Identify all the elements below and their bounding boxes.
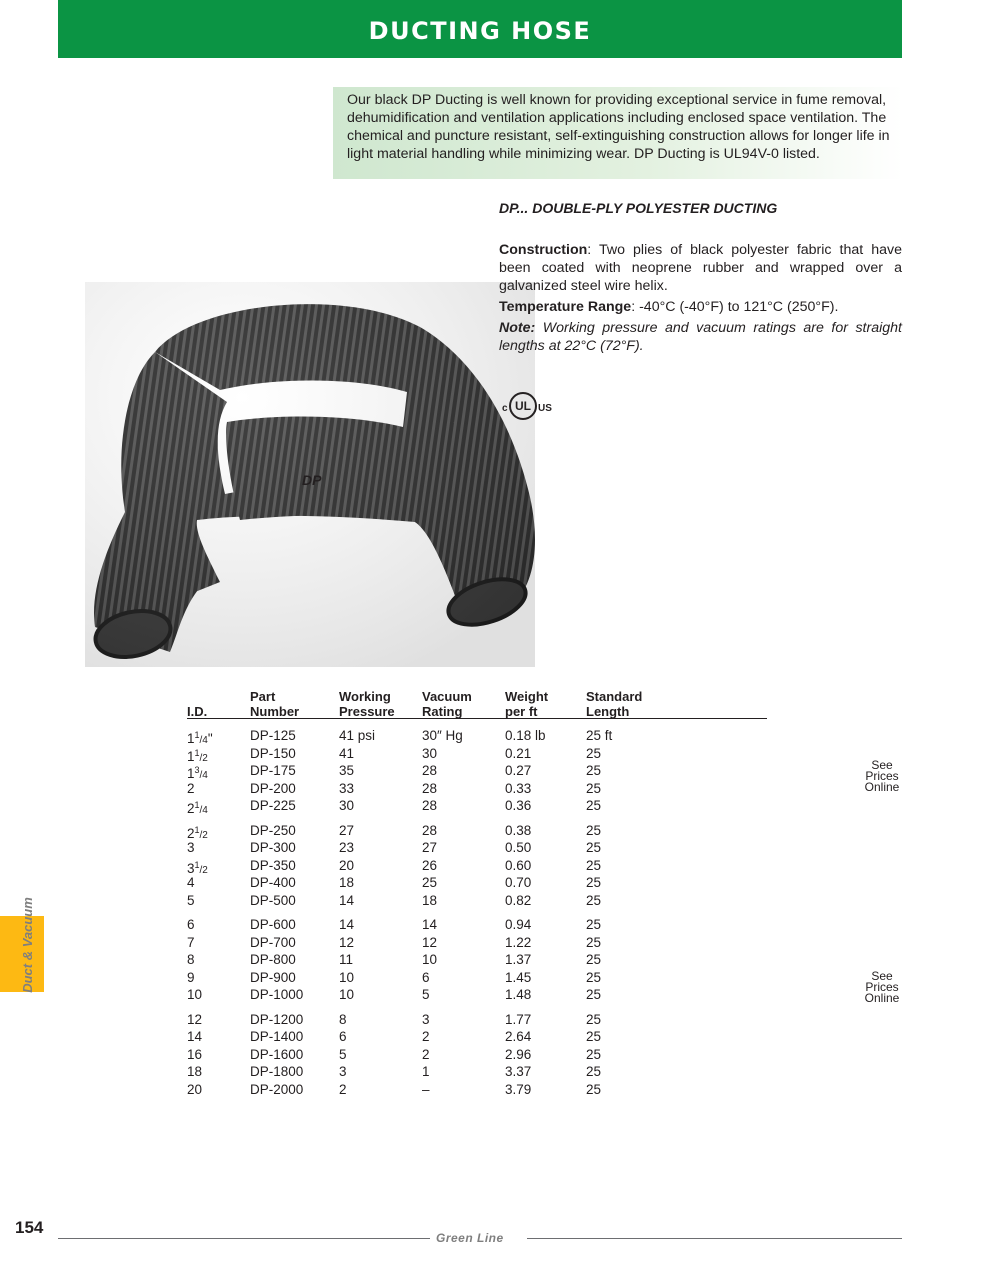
- part-cell: DP-400: [250, 875, 296, 890]
- part-cell: DP-900: [250, 969, 296, 985]
- length-cell: 25: [586, 969, 602, 985]
- see-prices-line: Online: [864, 991, 900, 1005]
- id-cell: [187, 1028, 202, 1046]
- weight-cell: 2.64: [505, 1029, 532, 1044]
- id-cell: [187, 986, 202, 1004]
- table-row: [187, 934, 767, 952]
- table-header: [187, 690, 767, 719]
- length-cell: 25: [586, 952, 602, 967]
- part-cell: DP-700: [250, 934, 296, 950]
- pressure-cell: 30: [339, 798, 355, 813]
- part-cell: DP-1600: [250, 1046, 304, 1062]
- vacuum-cell: 27: [422, 840, 438, 855]
- id-cell: [187, 839, 195, 857]
- row-group: [187, 727, 767, 815]
- part-cell: DP-225: [250, 798, 296, 813]
- weight-cell: 0.60: [505, 857, 532, 873]
- column-header: [250, 690, 299, 719]
- note-text: Working pressure and vacuum ratings are for straight lengths at 22°C (72°F).: [499, 320, 902, 354]
- id-whole: 16: [187, 1046, 203, 1062]
- id-fraction: $^1$/4: [194, 730, 208, 746]
- id-whole: 4: [187, 875, 195, 890]
- id-whole: 12: [187, 1011, 203, 1027]
- column-header-line2: Rating: [422, 703, 463, 719]
- length-cell: 25: [586, 745, 602, 761]
- intro-text: Our black DP Ducting is well known for providing exceptional service in fume removal, dehumidification and ventilation applications including enclosed space ventilation. The chemical and puncture resistant, self-extinguishing construction allows for longer life in light material handling while minimizing wear. DP Ducting is UL94V-0 listed.: [347, 92, 890, 162]
- row-group: [187, 822, 767, 910]
- column-header: [505, 690, 548, 719]
- id-fraction: $^1$/2: [194, 824, 208, 841]
- id-whole: 6: [187, 917, 195, 932]
- length-cell: 25: [586, 1081, 602, 1097]
- image-label: DP: [302, 472, 322, 488]
- pressure-cell: 20: [339, 857, 355, 873]
- section-tab-label: Duct & Vacuum: [20, 897, 35, 993]
- pressure-cell: 23: [339, 840, 355, 855]
- id-fraction: $^3$/4: [194, 765, 208, 781]
- column-header: [339, 690, 395, 719]
- part-cell: DP-500: [250, 892, 296, 908]
- see-prices-online-note: [857, 760, 907, 793]
- vacuum-cell: 3: [422, 1011, 430, 1027]
- length-cell: 25: [586, 857, 602, 873]
- length-cell: 25: [586, 780, 602, 796]
- table-row: [187, 857, 767, 875]
- column-header-line1: Weight: [505, 689, 549, 704]
- vacuum-cell: 28: [422, 822, 438, 838]
- part-cell: DP-600: [250, 917, 296, 932]
- id-fraction: $^1$/2: [194, 859, 208, 876]
- vacuum-cell: 5: [422, 987, 430, 1002]
- id-whole: 1: [187, 748, 195, 764]
- table-row: [187, 822, 767, 840]
- pressure-cell: 10: [339, 987, 355, 1002]
- vacuum-cell: 6: [422, 969, 430, 985]
- part-cell: DP-1400: [250, 1029, 304, 1044]
- table-row: [187, 839, 767, 857]
- id-cell: [187, 874, 195, 892]
- weight-cell: 1.37: [505, 952, 532, 967]
- id-whole: 2: [187, 825, 195, 841]
- id-whole: 3: [187, 840, 195, 855]
- weight-cell: 0.94: [505, 917, 532, 932]
- length-cell: 25: [586, 875, 602, 890]
- id-cell: [187, 1046, 202, 1064]
- id-whole: 2: [187, 801, 195, 816]
- see-prices-line: Prices: [865, 769, 899, 783]
- vacuum-cell: 12: [422, 934, 438, 950]
- row-group: [187, 1011, 767, 1099]
- see-prices-online-note: [857, 971, 907, 1004]
- pressure-cell: 6: [339, 1029, 347, 1044]
- table-row: [187, 969, 767, 987]
- length-cell: 25: [586, 917, 602, 932]
- construction-text: : Two plies of black polyester fabric that have been coated with neoprene rubber and wrapped over a galvanized steel wire helix.: [499, 242, 902, 294]
- id-whole: 8: [187, 952, 195, 967]
- length-cell: 25: [586, 892, 602, 908]
- vacuum-cell: 14: [422, 917, 438, 932]
- id-whole: 1: [187, 731, 195, 746]
- see-prices-line: Prices: [865, 980, 899, 994]
- table-row: [187, 745, 767, 763]
- vacuum-cell: –: [422, 1081, 430, 1097]
- id-whole: 3: [187, 860, 195, 876]
- pressure-cell: 2: [339, 1081, 347, 1097]
- part-cell: DP-350: [250, 857, 296, 873]
- length-cell: 25: [586, 763, 602, 778]
- length-cell: 25: [586, 934, 602, 950]
- column-header-line1: [187, 690, 207, 705]
- spec-table: [187, 689, 900, 1098]
- header-banner: [58, 0, 902, 58]
- weight-cell: 0.50: [505, 840, 532, 855]
- id-whole: 1: [187, 766, 195, 781]
- weight-cell: 3.79: [505, 1081, 532, 1097]
- part-cell: DP-300: [250, 840, 296, 855]
- weight-cell: 0.70: [505, 875, 532, 890]
- id-whole: 2: [187, 780, 195, 796]
- vacuum-cell: 30″ Hg: [422, 728, 463, 743]
- column-header-line1: Working: [339, 689, 391, 704]
- vacuum-cell: 25: [422, 875, 438, 890]
- vacuum-cell: 18: [422, 892, 438, 908]
- table-row: [187, 892, 767, 910]
- weight-cell: 0.18 lb: [505, 728, 546, 743]
- vacuum-cell: 2: [422, 1046, 430, 1062]
- construction-para: [499, 241, 902, 295]
- table-row: [187, 780, 767, 798]
- see-prices-line: See: [871, 969, 893, 983]
- length-cell: 25: [586, 1011, 602, 1027]
- weight-cell: 3.37: [505, 1064, 532, 1079]
- vacuum-cell: 1: [422, 1064, 430, 1079]
- vacuum-cell: 26: [422, 857, 438, 873]
- note-label: Note:: [499, 320, 536, 336]
- page-title: DUCTING HOSE: [368, 17, 592, 45]
- length-cell: 25: [586, 798, 602, 813]
- part-cell: DP-150: [250, 745, 296, 761]
- part-cell: DP-175: [250, 763, 296, 778]
- temperature-para: [499, 298, 902, 316]
- id-whole: 9: [187, 969, 195, 985]
- column-header-line2: Length: [586, 703, 630, 719]
- id-whole: 20: [187, 1081, 203, 1097]
- id-cell: [187, 934, 195, 952]
- part-cell: DP-250: [250, 822, 296, 838]
- vacuum-cell: 2: [422, 1029, 430, 1044]
- ul-text: UL: [515, 399, 531, 413]
- weight-cell: 0.82: [505, 892, 532, 908]
- id-cell: [187, 1011, 202, 1029]
- part-cell: DP-1800: [250, 1064, 304, 1079]
- pressure-cell: 14: [339, 917, 355, 932]
- pressure-cell: 11: [339, 952, 354, 967]
- table-row: [187, 916, 767, 934]
- weight-cell: 0.27: [505, 763, 532, 778]
- table-body: [187, 727, 767, 1098]
- table-row: [187, 727, 767, 745]
- ul-us-text: US: [538, 403, 552, 414]
- id-cell: [187, 916, 195, 934]
- pressure-cell: 18: [339, 875, 355, 890]
- table-row: [187, 762, 767, 780]
- vacuum-cell: 28: [422, 763, 438, 778]
- footer-rule: [58, 1238, 430, 1239]
- length-cell: 25: [586, 1046, 602, 1062]
- pressure-cell: 14: [339, 892, 355, 908]
- pressure-cell: 41: [339, 745, 355, 761]
- part-cell: DP-800: [250, 952, 296, 967]
- id-cell: [187, 969, 195, 987]
- id-cell: [187, 951, 195, 969]
- id-cell: [187, 1063, 202, 1081]
- see-prices-line: See: [871, 758, 893, 772]
- vacuum-cell: 10: [422, 952, 438, 967]
- column-header: [187, 690, 207, 719]
- temperature-text: : -40°C (-40°F) to 121°C (250°F).: [631, 299, 839, 315]
- table-row: [187, 1028, 767, 1046]
- vacuum-cell: 30: [422, 745, 438, 761]
- column-header-line2: Pressure: [339, 703, 395, 719]
- table-row: [187, 797, 767, 815]
- id-fraction: $^1$/4: [194, 800, 208, 816]
- column-header: [586, 690, 642, 719]
- column-header-line1: Vacuum: [422, 689, 472, 704]
- temperature-label: Temperature Range: [499, 299, 632, 315]
- part-cell: DP-200: [250, 780, 296, 796]
- column-header-line2: per ft: [505, 703, 538, 719]
- table-row: [187, 1081, 767, 1099]
- table-row: [187, 1011, 767, 1029]
- pressure-cell: 12: [339, 934, 355, 950]
- id-cell: [187, 797, 208, 820]
- part-cell: DP-1000: [250, 987, 304, 1002]
- id-unit: ": [207, 731, 213, 746]
- length-cell: 25 ft: [586, 728, 613, 743]
- page-number: 154: [15, 1218, 44, 1237]
- table-row: [187, 986, 767, 1004]
- construction-label: Construction: [499, 242, 588, 258]
- weight-cell: 2.96: [505, 1046, 532, 1062]
- id-cell: [187, 892, 195, 910]
- weight-cell: 1.22: [505, 934, 532, 950]
- column-header-line2: I.D.: [187, 703, 208, 719]
- id-fraction: $^1$/2: [194, 747, 208, 764]
- length-cell: 25: [586, 1064, 602, 1079]
- spec-block: [499, 241, 902, 358]
- id-whole: 10: [187, 987, 203, 1002]
- weight-cell: 1.45: [505, 969, 532, 985]
- weight-cell: 0.36: [505, 798, 532, 813]
- row-group: [187, 916, 767, 1004]
- see-prices-line: Online: [864, 780, 900, 794]
- column-header-line1: Standard: [586, 689, 643, 704]
- weight-cell: 0.21: [505, 745, 532, 761]
- column-header-line2: Number: [250, 703, 300, 719]
- note-para: [499, 319, 902, 355]
- pressure-cell: 3: [339, 1064, 347, 1079]
- pressure-cell: 33: [339, 780, 355, 796]
- table-row: [187, 951, 767, 969]
- product-subhead: DP... DOUBLE-PLY POLYESTER DUCTING: [499, 200, 778, 216]
- part-cell: DP-1200: [250, 1011, 304, 1027]
- weight-cell: 1.48: [505, 987, 532, 1002]
- pressure-cell: 41 psi: [339, 728, 376, 743]
- id-cell: [187, 1081, 202, 1099]
- vacuum-cell: 28: [422, 798, 438, 813]
- weight-cell: 0.33: [505, 780, 532, 796]
- pressure-cell: 5: [339, 1046, 347, 1062]
- length-cell: 25: [586, 840, 602, 855]
- table-row: [187, 874, 767, 892]
- length-cell: 25: [586, 987, 602, 1002]
- pressure-cell: 10: [339, 969, 355, 985]
- length-cell: 25: [586, 1029, 602, 1044]
- footer-brand: Green Line: [436, 1231, 504, 1245]
- column-header: [422, 690, 472, 719]
- column-header-line1: Part: [250, 689, 276, 704]
- pressure-cell: 35: [339, 763, 355, 778]
- weight-cell: 0.38: [505, 822, 532, 838]
- vacuum-cell: 28: [422, 780, 438, 796]
- ul-c-text: c: [502, 403, 508, 414]
- id-whole: 5: [187, 892, 195, 908]
- pressure-cell: 8: [339, 1011, 347, 1027]
- id-whole: 18: [187, 1064, 203, 1079]
- intro-box: [333, 87, 903, 179]
- weight-cell: 1.77: [505, 1011, 532, 1027]
- id-whole: 14: [187, 1029, 203, 1044]
- id-whole: 7: [187, 934, 195, 950]
- table-row: [187, 1046, 767, 1064]
- pressure-cell: 27: [339, 822, 355, 838]
- part-cell: DP-125: [250, 728, 296, 743]
- table-row: [187, 1063, 767, 1081]
- id-cell: [187, 780, 195, 798]
- footer-rule: [527, 1238, 902, 1239]
- length-cell: 25: [586, 822, 602, 838]
- part-cell: DP-2000: [250, 1081, 304, 1097]
